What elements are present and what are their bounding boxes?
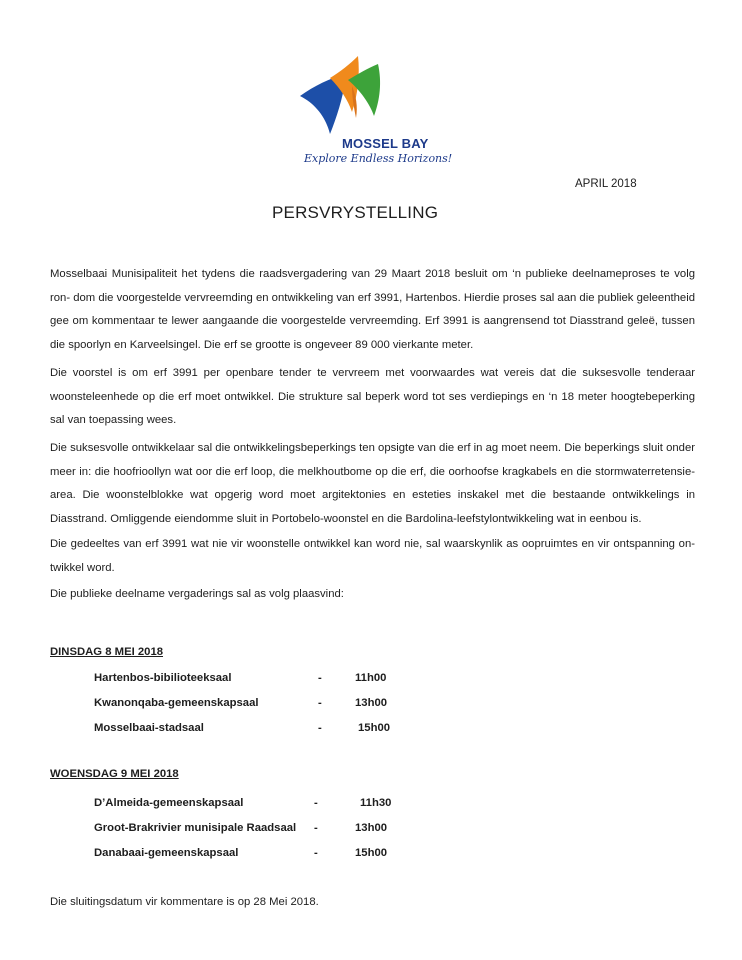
meeting-time: 15h00	[358, 722, 391, 734]
paragraph-5: Die publieke deelname vergaderings sal as volg plaasvind:	[50, 588, 344, 600]
meeting-separator: -	[318, 722, 322, 734]
meeting-venue: D’Almeida-gemeenskapsaal	[94, 797, 244, 809]
release-date: APRIL 2018	[575, 178, 637, 190]
mossel-bay-logo	[300, 56, 453, 176]
logo-tagline: Explore Endless Horizons!	[304, 152, 453, 165]
meeting-separator: -	[314, 797, 318, 809]
meeting-separator: -	[314, 847, 318, 859]
meeting-day-heading: DINSDAG 8 MEI 2018	[50, 646, 164, 658]
logo-name: MOSSEL BAY	[342, 136, 429, 151]
closing-note: Die sluitingsdatum vir kommentare is op 28 Mei 2018.	[50, 896, 319, 908]
meeting-time: 11h00	[355, 672, 387, 684]
paragraph-1: Mosselbaai Munisipaliteit het tydens die raadsvergadering van 29 Maart 2018 besluit om ‘n publieke deelnameproses te volg ron- dom die voorgestelde vervreemding en ontwikkeling van erf 3991, Hartenbos. Hierdie proses sal aan die publiek geleentheid gee om kommentaar te lewer aangaande die voorgestelde vervreemding. Erf 3991 is aangrensend tot Diasstrand geleë, tussen die spoorlyn en Karveelsingel. Die erf se grootte is ongeveer 89 000 vierkante meter.	[50, 268, 695, 351]
page-title: PERSVRYSTELLING	[272, 203, 439, 222]
meeting-venue: Hartenbos-bibilioteeksaal	[94, 672, 232, 684]
meeting-time: 11h30	[360, 797, 392, 809]
meeting-venue: Mosselbaai-stadsaal	[94, 722, 204, 734]
meeting-separator: -	[314, 822, 318, 834]
meeting-separator: -	[318, 697, 322, 709]
meeting-venue: Groot-Brakrivier munisipale Raadsaal	[94, 822, 297, 834]
meeting-venue: Kwanonqaba-gemeenskapsaal	[94, 697, 259, 709]
meeting-time: 13h00	[355, 697, 388, 709]
meeting-time: 15h00	[355, 847, 388, 859]
meeting-time: 13h00	[355, 822, 388, 834]
logo-sails-icon	[300, 56, 450, 146]
meeting-venue: Danabaai-gemeenskapsaal	[94, 847, 239, 859]
paragraph-2: Die voorstel is om erf 3991 per openbare tender te vervreem met voorwaardes wat vereis dat die suksesvolle tenderaar woonsteleenhede op die erf moet ontwikkel. Die strukture sal beperk word tot ses verdiepings en ‘n 18 meter hoogtebeperking sal van toepassing wees.	[50, 367, 695, 426]
paragraph-4: Die gedeeltes van erf 3991 wat nie vir woonstelle ontwikkel kan word nie, sal waarskynlik as oopruimtes en vir ontspanning on- twikkel word.	[50, 538, 695, 574]
meeting-separator: -	[318, 672, 322, 684]
meeting-day-heading: WOENSDAG 9 MEI 2018	[50, 768, 179, 780]
paragraph-3: Die suksesvolle ontwikkelaar sal die ontwikkelingsbeperkings ten opsigte van die erf in ag moet neem. Die beperkings sluit onder meer in: die hoofrioollyn wat oor die erf loop, die melkhoutbome op die erf, die oorhoofse kragkabels en die stormwaterretensie-area. Die woonstelblokke wat opgerig word moet argitektonies en esteties inskakel met die bestaande ontwikkelings in Diasstrand. Omliggende eiendomme sluit in Portobelo-woonstel en die Bardolina-leefstylontwikkeling wat in eenbou is.	[50, 442, 695, 525]
